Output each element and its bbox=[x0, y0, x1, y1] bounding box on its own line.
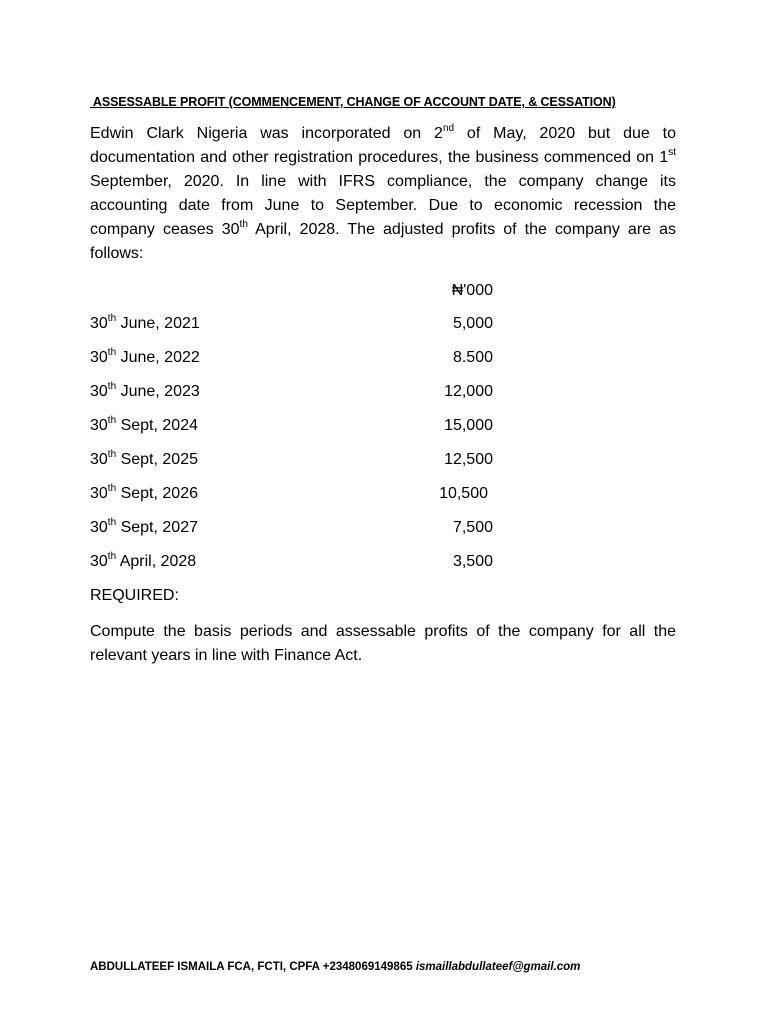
intro-text-1: Edwin Clark Nigeria was incorporated on 2 bbox=[90, 125, 443, 142]
ordinal-suffix: st bbox=[668, 147, 676, 158]
period-end-date: 30th Sept, 2026 bbox=[90, 483, 198, 502]
intro-text-4: April, 2028. The adjusted profits of the company are as follows: bbox=[90, 221, 676, 262]
period-end-date: 30th Sept, 2027 bbox=[90, 517, 198, 536]
profit-row bbox=[90, 451, 493, 475]
period-end-date: 30th Sept, 2025 bbox=[90, 449, 198, 468]
amount-unit-header: ₦'000 bbox=[451, 282, 493, 299]
profit-amount: 10,500 bbox=[439, 485, 488, 502]
period-end-date: 30th June, 2021 bbox=[90, 313, 200, 332]
author-details: ABDULLATEEF ISMAILA FCA, FCTI, CPFA +2348069149865 bbox=[90, 961, 416, 973]
profit-amount: 5,000 bbox=[452, 315, 493, 332]
ordinal-suffix: th bbox=[239, 219, 248, 230]
profit-amount: 8.500 bbox=[452, 349, 493, 366]
intro-text-3: September, 2020. In line with IFRS compliance, the company change its accounting date from June to September. Due to economic recession the company ceases 30 bbox=[90, 173, 676, 238]
profit-amount: 15,000 bbox=[444, 417, 493, 434]
period-end-date: 30th June, 2023 bbox=[90, 381, 200, 400]
profit-row bbox=[90, 519, 493, 543]
profit-amount: 12,500 bbox=[444, 451, 493, 468]
ordinal-suffix: nd bbox=[442, 123, 455, 134]
profit-row bbox=[90, 315, 493, 339]
profit-row bbox=[90, 485, 493, 509]
period-end-date: 30th June, 2022 bbox=[90, 347, 200, 366]
profit-amount: 7,500 bbox=[452, 519, 493, 536]
period-end-date: 30th April, 2028 bbox=[90, 551, 197, 570]
intro-paragraph bbox=[90, 122, 676, 266]
profit-row bbox=[90, 553, 493, 577]
intro-text-2: of May, 2020 but due to documentation and other registration procedures, the business commenced on 1 bbox=[90, 125, 677, 166]
profit-amount: 3,500 bbox=[452, 553, 493, 570]
profit-row bbox=[90, 417, 493, 441]
author-email: ismaillabdullateef@gmail.com bbox=[415, 961, 581, 973]
document-heading: ASSESSABLE PROFIT (COMMENCEMENT, CHANGE OF ACCOUNT DATE, & CESSATION) bbox=[90, 95, 616, 109]
period-end-date: 30th Sept, 2024 bbox=[90, 415, 198, 434]
profit-amount: 12,000 bbox=[444, 383, 493, 400]
author-footer bbox=[90, 961, 580, 973]
profit-row bbox=[90, 349, 493, 373]
required-label: REQUIRED: bbox=[90, 587, 179, 604]
profit-row bbox=[90, 383, 493, 407]
task-paragraph: Compute the basis periods and assessable profits of the company for all the relevant years in line with Finance Act. bbox=[90, 623, 676, 664]
